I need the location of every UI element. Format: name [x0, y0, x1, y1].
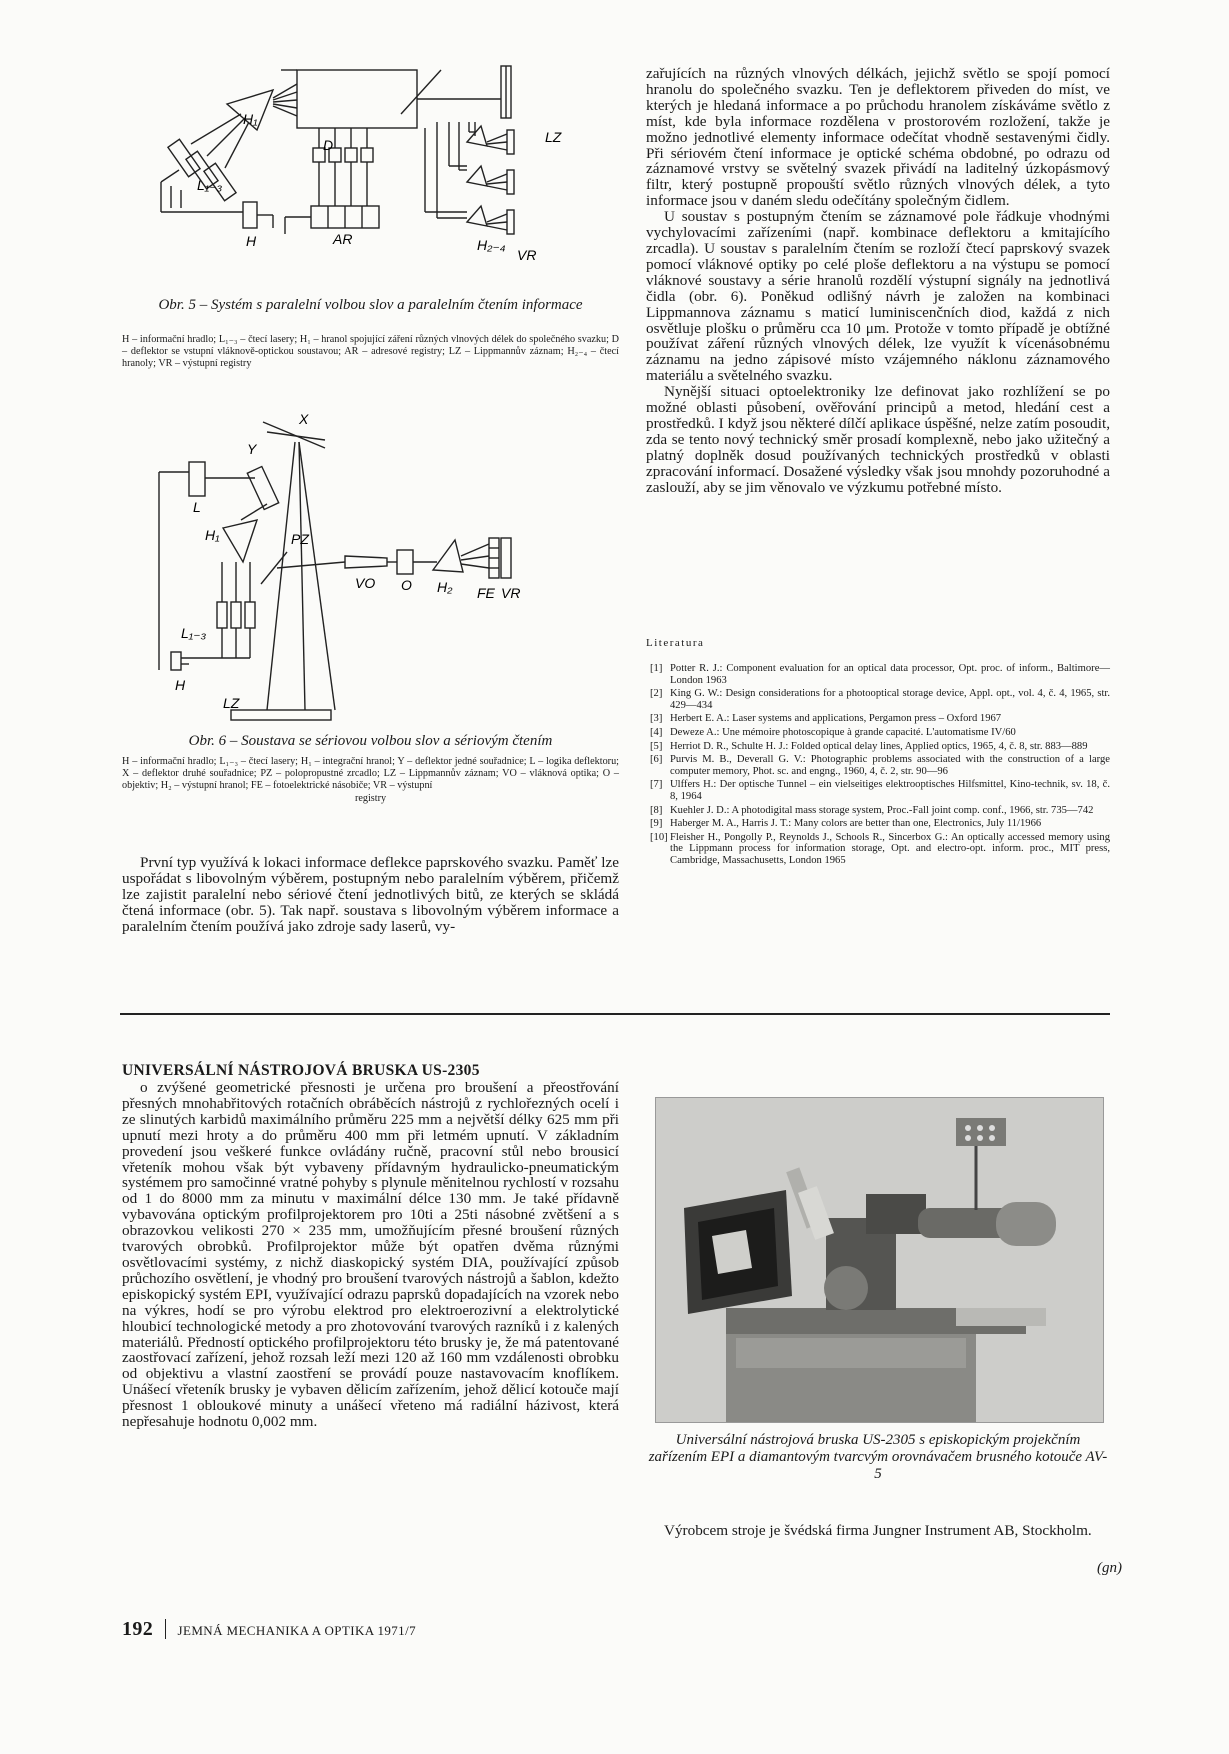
fig6-label-vr: VR: [501, 585, 521, 601]
reference-list: [650, 663, 1110, 869]
fig6-label-h2: H₂: [437, 579, 453, 595]
reference-item: [9] Haberger M. A., Harris J. T.: Many colors are better than one, Electronics, July 11/1966: [650, 818, 1042, 830]
author-initials: (gn): [1097, 1560, 1122, 1576]
reference-item: [4] Deweze A.: Une mémoire photoscopique à grande capacité. L'automatisme IV/60: [650, 726, 1016, 738]
figure-6-caption: Obr. 6 – Soustava se sériovou volbou slov a sériovým čtením: [188, 733, 553, 749]
right-paragraph-2: U soustav s postupným čtením se záznamové pole řádkuje vhodnými vychylovacími zařízeními (např. kombinace deflektoru a kmitajícího zrcadla). U soustav s paralelním čtením se rozloží čtecí paprskový svazek pomocí vláknové optiky po celé ploše deflektoru a na výstupu se pomocí vláknové soustavy a série hranolů rozdělí výstupní signály na jednotlivá čidla (obr. 6). Poněkud odlišný návrh je založen na kombinaci Lippmannova záznamu s maticí luminiscenčních diod, každá z nich osvětluje plošku o průměru cca 10 μm. Protože v tomto případě je obtížné používat záření různých vlnových délek, lze využít k vícenásobnému záznamu na jedno zápisové místo vzájemného náklonu záznamového materiálu a světelného svazku.: [646, 208, 1110, 385]
fig6-label-x: X: [299, 412, 309, 427]
page-footer: [122, 1618, 416, 1641]
fig6-label-h: H: [175, 677, 186, 693]
fig6-label-pz: PZ: [291, 531, 309, 547]
fig6-label-l: L: [193, 499, 201, 515]
figure-5-legend: [122, 334, 619, 371]
photo-caption: Universální nástrojová bruska US-2305 s episkopickým projekčním zařízením EPI a diamantovým tvarcvým orovnávačem brusného kotouče AV-5: [648, 1432, 1108, 1482]
reference-item: [6] Purvis M. B., Deverall G. V.: Photographic problems associated with the construction of a large computer memory, Phot. sc. and engng., 1960, 4, č. 2, str. 90—96: [650, 754, 1110, 777]
journal-name: JEMNÁ MECHANIKA A OPTIKA 1971/7: [177, 1623, 416, 1638]
left-paragraph: První typ využívá k lokaci informace deflekce paprskového svazku. Paměť lze uspořádat s libovolným výběrem, postupným nebo paralelním výběrem, přičemž lze zajistit paralelní nebo sériové čtení jednotlivých bitů, ze kterých se skládá čtená informace (obr. 5). Tak např. soustava s libovolným výběrem informace a paralelním čtením používá jako zdroje sady laserů, vy-: [122, 854, 619, 935]
figure-6-legend-body: H – informační hradlo; L₁₋₃ – čtecí lasery; H₁ – integrační hranol; Y – deflektor jedné souřadnice; L – logika deflektoru; X – deflektor druhé souřadnice; PZ – polopropustné zrcadlo; LZ – Lippmannův záznam; VO – vláknová optika; O – objektiv; H₂ – výstupní hranol; FE – fotoelektrické násobiče; VR – výstupní: [122, 756, 619, 792]
figure-6-legend: [122, 756, 619, 805]
fig5-label-h1: H₁: [243, 111, 258, 127]
article-paragraph: o zvýšené geometrické přesnosti je určena pro broušení a přeostřování přesných mnohabřitových rotačních obráběcích nástrojů z rychlořezných ocelí i ze slinutých karbidů maximálního průměru 225 mm a největší délky 625 mm při upnutí mezi hroty a do průměru 400 mm při letmém upnutí. V základním provedení jsou veškeré funkce ovládány ručně, pracovní stůl nebo brousicí vřeteník mohou však být vybaveny přídavným hydraulicko-pneumatickým systémem pro samočinné vratné pohyby s plynule měnitelnou rychlostí v rozsahu od 1 do 8000 mm za minutu v maximální délce 130 mm. Je také přídavně vybavována optickým profilprojektorem pro 10ti a 25ti násobné zvětšení a s obrazovkou velikosti 270 × 235 mm, umožňujícím přesné broušení různých tvarových obrobků. Profilprojektor může být opatřen dvěma různými osvětlovacími systémy, z nichž diaskopický systém DIA, používající způsob průchozího osvětlení, je vhodný pro broušení tvarových nástrojů a šablon, kdežto episkopický systém EPI, využívající odrazu paprsků dopadajících na vzorek nebo na výkres, hodí se pro výrobu elektrod pro elektroerozivní a elektrolytické hloubicí technologické metody a pro zhotovování tvarových razníků i z kalených materiálů. Předností optického profilprojektoru této brusky je, že má patentované zaostřovací zařízení, jehož rozsah leží mezi 120 až 160 mm vzdálenosti obrobku od objektivu a vlastní zaostření se provádí pouze nastavovacím knoflíkem. Unášecí vřeteník brusky je vybaven dělicím zařízením, jehož dělicí kotouče mají přesnost 1 obloukové minuty a unášecí vřeteno má radiální házivost, která nepřesahuje hodnotu 0,002 mm.: [122, 1079, 619, 1431]
reference-item: [2] King G. W.: Design considerations for a photooptical storage device, Appl. opt., vol. 4, č. 4, 1965, str. 429—434: [650, 688, 1110, 711]
section-divider: [120, 1013, 1110, 1015]
article-body: [122, 1080, 619, 1430]
machine-photo: [655, 1097, 1104, 1423]
reference-item: [10] Fleisher H., Pongolly P., Reynolds J., Schools R., Sincerbox G.: An optically accessed memory using the Lippmann process for information storage, Opt. and electro-opt. inform. proc., MIT press, Cambridge, Massachusetts, London 1965: [650, 831, 1110, 866]
fig5-label-h: H: [246, 233, 257, 249]
grinder-illustration: [656, 1098, 1103, 1422]
reference-item: [1] Potter R. J.: Component evaluation for an optical data processor, Opt. proc. of inform., Baltimore—London 1963: [650, 663, 1110, 686]
fig5-label-h24: H₂₋₄: [477, 237, 506, 253]
reference-item: [3] Herbert E. A.: Laser systems and applications, Pergamon press – Oxford 1967: [650, 713, 1002, 725]
fig6-label-lz: LZ: [223, 695, 240, 711]
literature-heading: Literatura: [646, 637, 705, 649]
right-paragraph-1: zařujících na různých vlnových délkách, jejichž světlo se spojí pomocí hranolu do společného svazku. Ten je deflektorem přiveden do míst, ve kterých je hledaná informace a po průchodu hranolem získáváme světlo z míst, kde byla informace rozdělena v prostorovém rozložení, takže je možno jednotlivé elementy informace odečítat vhodně sestavenými čidly. Při sériovém čtení informace je optické schéma obdobné, po odrazu od záznamové vrstvy se světelný svazek přivádí na laditelný úzkopásmový filtr, který postupně propouští světlo různých vlnových délek, a tyto informace jsou v daném sledu odečítány společným čidlem.: [646, 65, 1110, 210]
reference-item: [7] Ulffers H.: Der optische Tunnel – ein vielseitiges elektrooptisches Hilfsmittel, Kino-technik, sv. 18, č. 8, 1964: [650, 779, 1110, 802]
fig5-label-l13: L₁₋₃: [197, 177, 223, 193]
fig6-label-vo: VO: [355, 575, 376, 591]
figure-6-diagram: [155, 412, 595, 724]
left-column-text: [122, 855, 619, 935]
fig6-label-h1: H₁: [205, 527, 220, 543]
reference-item: [5] Herriot D. R., Schulte H. J.: Folded optical delay lines, Applied optics, 1965, 4, č. 8, str. 883—889: [650, 740, 1088, 752]
fig6-label-o: O: [401, 577, 412, 593]
fig6-label-y: Y: [247, 441, 257, 457]
fig5-label-lz: LZ: [545, 129, 562, 145]
right-column-text: [646, 66, 1110, 495]
fig5-label-d: D: [323, 137, 334, 153]
fig6-label-fe: FE: [477, 585, 495, 601]
figure-5-caption: Obr. 5 – Systém s paralelní volbou slov a paralelním čtením informace: [158, 297, 583, 313]
page-number: 192: [122, 1618, 154, 1640]
fig5-label-ar: AR: [333, 231, 353, 247]
figure-5-legend-body: H – informační hradlo; L₁₋₃ – čtecí lasery; H₁ – hranol spojující záření různých vlnových délek do společného svazku; D – deflektor se vstupní vláknově-optickou soustavou; AR – adresové registry; LZ – Lippmannův záznam; H₂₋₄ – čtecí hranoly; VR – výstupní registry: [122, 334, 619, 370]
article-title: UNIVERSÁLNÍ NÁSTROJOVÁ BRUSKA US-2305: [122, 1062, 480, 1079]
figure-6-legend-last: registry: [354, 792, 387, 804]
fig6-label-l13: L₁₋₃: [181, 625, 207, 641]
manufacturer-note: Výrobcem stroje je švédská firma Jungner Instrument AB, Stockholm.: [664, 1522, 1092, 1539]
reference-item: [8] Kuehler J. D.: A photodigital mass storage system, Proc.-Fall joint comp. conf., 1966, str. 735—742: [650, 804, 1094, 816]
footer-separator: [165, 1619, 166, 1639]
fig5-label-vr: VR: [517, 247, 537, 263]
right-paragraph-3: Nynější situaci optoelektroniky lze definovat jako rozhlížení se po možné oblasti působení, ověřování principů a metod, hledání cest a prostředků. I když jsou některé dílčí aplikace úspěšné, nelze zatím posoudit, zda se tento nový technický směr prosadí komplexně, nebo jako užitečný a platný doplněk dosud používaných technických prostředků v oblasti zpracování informací. Dosažené výsledky však jsou mnohdy pozoruhodné a zaslouží, aby se jim věnovalo ve výzkumu potřebné místo.: [646, 383, 1110, 496]
figure-5-diagram: [145, 62, 615, 290]
